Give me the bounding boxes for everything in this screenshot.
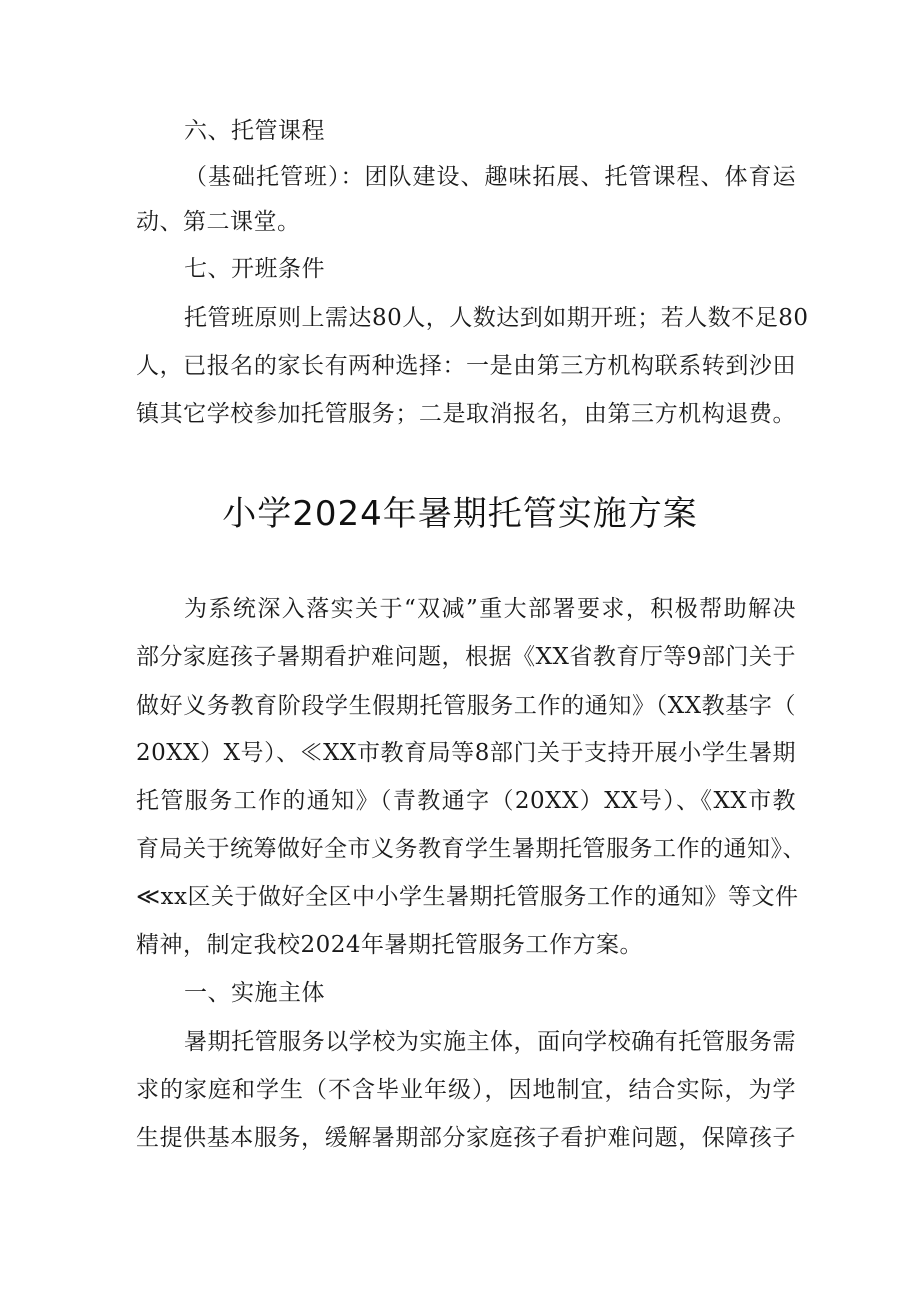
document-title: 小学2024年暑期托管实施方案	[222, 494, 698, 534]
section-7-heading: 七、开班条件	[184, 256, 325, 282]
intro-line-2: 部分家庭孩子暑期看护难问题，根据《XX省教育厅等9部门关于	[136, 644, 796, 670]
section-1-line-2: 求的家庭和学生（不含毕业年级），因地制宜，结合实际，为学	[136, 1077, 796, 1103]
section-1-line-1: 暑期托管服务以学校为实施主体，面向学校确有托管服务需	[184, 1029, 796, 1055]
section-6-line-1: （基础托管班）：团队建设、趣味拓展、托管课程、体育运	[184, 164, 796, 190]
section-7-line-1: 托管班原则上需达80人，人数达到如期开班；若人数不足80	[184, 305, 809, 331]
section-6-heading: 六、托管课程	[184, 118, 325, 144]
section-1-heading: 一、实施主体	[184, 980, 325, 1006]
intro-line-1: 为系统深入落实关于“双减”重大部署要求，积极帮助解决	[184, 596, 796, 622]
section-1-line-3: 生提供基本服务，缓解暑期部分家庭孩子看护难问题，保障孩子	[136, 1125, 796, 1151]
intro-line-7: ≪xx区关于做好全区中小学生暑期托管服务工作的通知》等文件	[136, 884, 799, 910]
intro-line-3: 做好义务教育阶段学生假期托管服务工作的通知》（XX教基字（	[136, 693, 796, 719]
section-7-line-2: 人，已报名的家长有两种选择：一是由第三方机构联系转到沙田	[136, 353, 796, 379]
section-6-line-2: 动、第二课堂。	[136, 209, 301, 235]
intro-line-4: 20XX）X号）、≪XX市教育局等8部门关于支持开展小学生暑期	[136, 740, 796, 766]
section-7-line-3: 镇其它学校参加托管服务；二是取消报名，由第三方机构退费。	[136, 401, 796, 427]
intro-line-8: 精神，制定我校2024年暑期托管服务工作方案。	[136, 932, 644, 958]
intro-line-6: 育局关于统筹做好全市义务教育学生暑期托管服务工作的通知》、	[136, 836, 806, 862]
intro-line-5: 托管服务工作的通知》（青教通字（20XX）XX号）、《XX市教	[136, 788, 796, 814]
